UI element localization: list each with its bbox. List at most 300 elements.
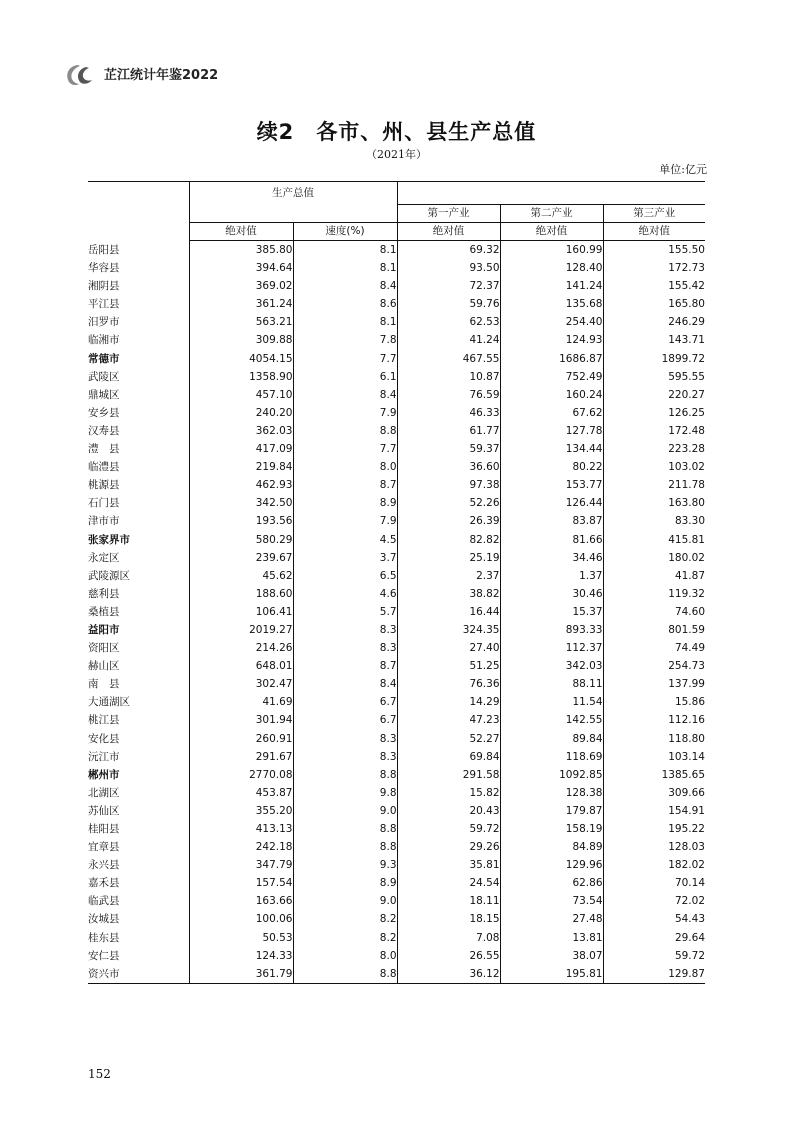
- cell-gdp: 124.33: [189, 947, 293, 965]
- cell-speed: 6.5: [293, 567, 397, 585]
- cell-gdp: 301.94: [189, 711, 293, 729]
- table-row: [88, 585, 705, 603]
- cell-speed: 8.4: [293, 675, 397, 693]
- cell-p2: 62.86: [500, 874, 603, 892]
- header-gdp-speed: 速度(%): [293, 223, 397, 241]
- cell-p3: 223.28: [603, 440, 705, 458]
- table-row: [88, 476, 705, 494]
- cell-p3: 172.48: [603, 422, 705, 440]
- cell-p3: 143.71: [603, 331, 705, 349]
- cell-p1: 10.87: [397, 368, 500, 386]
- cell-p1: 291.58: [397, 766, 500, 784]
- cell-name: 资阳区: [88, 642, 120, 655]
- cell-speed: 8.7: [293, 657, 397, 675]
- cell-name: 汝城县: [88, 913, 120, 926]
- cell-p2: 752.49: [500, 368, 603, 386]
- table-row: [88, 784, 705, 802]
- gdp-table: [88, 181, 705, 984]
- cell-gdp: 45.62: [189, 567, 293, 585]
- cell-p1: 69.32: [397, 241, 500, 260]
- cell-gdp: 242.18: [189, 838, 293, 856]
- table-row-city: [88, 621, 705, 639]
- cell-p3: 103.14: [603, 748, 705, 766]
- cell-name: 郴州市: [88, 768, 120, 781]
- cell-speed: 8.8: [293, 820, 397, 838]
- cell-gdp: 457.10: [189, 386, 293, 404]
- cell-p2: 83.87: [500, 512, 603, 530]
- header-gdp-group: 生产总值: [189, 182, 397, 205]
- table-row: [88, 567, 705, 585]
- unit-label: 单位:亿元: [659, 163, 707, 176]
- cell-p2: 38.07: [500, 947, 603, 965]
- cell-p1: 36.12: [397, 965, 500, 984]
- cell-speed: 8.8: [293, 766, 397, 784]
- cell-p3: 118.80: [603, 730, 705, 748]
- cell-name: 武陵源区: [88, 569, 130, 582]
- cell-name: 桂阳县: [88, 823, 120, 835]
- table-name: 各市、州、县生产总值: [316, 120, 537, 144]
- cell-p2: 129.96: [500, 856, 603, 874]
- cell-p3: 155.42: [603, 277, 705, 295]
- cell-gdp: 309.88: [189, 331, 293, 349]
- cell-speed: 8.1: [293, 259, 397, 277]
- cell-name: 安化县: [88, 732, 120, 745]
- cell-gdp: 2019.27: [189, 621, 293, 639]
- cell-gdp: 163.66: [189, 892, 293, 910]
- cell-name: 桑植县: [88, 605, 120, 618]
- cell-p2: 13.81: [500, 929, 603, 947]
- cell-name: 安乡县: [88, 406, 120, 419]
- cell-name: 华容县: [88, 262, 120, 275]
- cell-p3: 129.87: [603, 965, 705, 984]
- cell-p2: 88.11: [500, 675, 603, 693]
- cell-p3: 137.99: [603, 675, 705, 693]
- cell-p3: 154.91: [603, 802, 705, 820]
- cell-gdp: 291.67: [189, 748, 293, 766]
- cell-p1: 2.37: [397, 567, 500, 585]
- cell-gdp: 214.26: [189, 639, 293, 657]
- cell-gdp: 188.60: [189, 585, 293, 603]
- cell-speed: 7.7: [293, 440, 397, 458]
- cell-p2: 67.62: [500, 404, 603, 422]
- cell-gdp: 193.56: [189, 512, 293, 530]
- cell-name: 桃源县: [88, 479, 120, 492]
- table-header: [88, 182, 705, 241]
- cell-p1: 76.59: [397, 386, 500, 404]
- table-row: [88, 711, 705, 729]
- cell-p3: 29.64: [603, 929, 705, 947]
- cell-name: 北湖区: [88, 786, 120, 799]
- cell-p2: 1092.85: [500, 766, 603, 784]
- cell-gdp: 302.47: [189, 675, 293, 693]
- table-row: [88, 549, 705, 567]
- table-row: [88, 386, 705, 404]
- cell-p2: 179.87: [500, 802, 603, 820]
- cell-speed: 7.9: [293, 404, 397, 422]
- table-row: [88, 947, 705, 965]
- cell-speed: 8.0: [293, 458, 397, 476]
- cell-p1: 26.39: [397, 512, 500, 530]
- cell-name: 平江县: [88, 298, 120, 311]
- cell-p2: 142.55: [500, 711, 603, 729]
- cell-gdp: 385.80: [189, 241, 293, 260]
- cell-name: 临澧县: [88, 461, 120, 474]
- cell-gdp: 362.03: [189, 422, 293, 440]
- cell-p2: 15.37: [500, 603, 603, 621]
- cell-p3: 112.16: [603, 711, 705, 729]
- cell-p1: 51.25: [397, 657, 500, 675]
- cell-p3: 41.87: [603, 567, 705, 585]
- yearbook-logo-icon: [64, 63, 98, 87]
- cell-p2: 342.03: [500, 657, 603, 675]
- table-row: [88, 748, 705, 766]
- cell-speed: 8.8: [293, 422, 397, 440]
- table-row: [88, 440, 705, 458]
- cell-speed: 8.2: [293, 910, 397, 928]
- cell-p1: 324.35: [397, 621, 500, 639]
- cell-speed: 8.1: [293, 313, 397, 331]
- cell-gdp: 157.54: [189, 874, 293, 892]
- cell-name: 南 县: [88, 678, 120, 691]
- cell-p2: 1686.87: [500, 350, 603, 368]
- cell-p3: 180.02: [603, 549, 705, 567]
- cell-p1: 7.08: [397, 929, 500, 947]
- cell-p1: 61.77: [397, 422, 500, 440]
- table-row: [88, 675, 705, 693]
- cell-name: 澧 县: [88, 443, 120, 456]
- table-row: [88, 730, 705, 748]
- table-title: [0, 116, 793, 146]
- cell-p2: 134.44: [500, 440, 603, 458]
- table-row: [88, 512, 705, 530]
- cell-speed: 8.2: [293, 929, 397, 947]
- cell-speed: 9.8: [293, 784, 397, 802]
- cell-speed: 5.7: [293, 603, 397, 621]
- table-row: [88, 965, 705, 984]
- cell-speed: 7.8: [293, 331, 397, 349]
- cell-gdp: 41.69: [189, 693, 293, 711]
- cell-p1: 36.60: [397, 458, 500, 476]
- table-row: [88, 422, 705, 440]
- cell-p2: 27.48: [500, 910, 603, 928]
- cell-speed: 6.1: [293, 368, 397, 386]
- cell-name: 桃江县: [88, 714, 120, 727]
- cell-p3: 595.55: [603, 368, 705, 386]
- cell-name: 宜章县: [88, 841, 120, 854]
- cell-p2: 195.81: [500, 965, 603, 984]
- cell-p3: 155.50: [603, 241, 705, 260]
- cell-speed: 9.3: [293, 856, 397, 874]
- cell-speed: 9.0: [293, 892, 397, 910]
- cell-p1: 76.36: [397, 675, 500, 693]
- cell-name: 益阳市: [88, 623, 120, 636]
- cell-p2: 124.93: [500, 331, 603, 349]
- cell-p1: 69.84: [397, 748, 500, 766]
- cell-p2: 254.40: [500, 313, 603, 331]
- table-row: [88, 838, 705, 856]
- header-secondary: 第二产业: [500, 205, 603, 223]
- cell-p3: 211.78: [603, 476, 705, 494]
- cell-p2: 118.69: [500, 748, 603, 766]
- header-gdp-sub-blank: [189, 205, 397, 223]
- table-row: [88, 929, 705, 947]
- cell-p3: 83.30: [603, 512, 705, 530]
- cell-speed: 7.7: [293, 350, 397, 368]
- table-number: 续2: [256, 120, 295, 144]
- year-note: （2021年）: [366, 148, 427, 161]
- table-row-city: [88, 531, 705, 549]
- cell-p1: 52.27: [397, 730, 500, 748]
- cell-speed: 6.7: [293, 711, 397, 729]
- cell-p2: 1.37: [500, 567, 603, 585]
- cell-p2: 893.33: [500, 621, 603, 639]
- book-title: 芷江统计年鉴2022: [104, 68, 219, 83]
- cell-p1: 59.37: [397, 440, 500, 458]
- header-secondary-absolute: 绝对值: [500, 223, 603, 241]
- cell-speed: 7.9: [293, 512, 397, 530]
- cell-p2: 158.19: [500, 820, 603, 838]
- cell-p2: 73.54: [500, 892, 603, 910]
- cell-p1: 62.53: [397, 313, 500, 331]
- table-row: [88, 892, 705, 910]
- cell-p2: 81.66: [500, 531, 603, 549]
- cell-p1: 97.38: [397, 476, 500, 494]
- cell-name: 安仁县: [88, 949, 120, 962]
- cell-p3: 220.27: [603, 386, 705, 404]
- cell-name: 鼎城区: [88, 388, 120, 401]
- header-region-blank: [88, 182, 189, 241]
- cell-p3: 309.66: [603, 784, 705, 802]
- cell-p2: 141.24: [500, 277, 603, 295]
- cell-name: 岳阳县: [88, 243, 120, 256]
- table-row: [88, 639, 705, 657]
- cell-name: 汨罗市: [88, 316, 120, 329]
- cell-p1: 59.72: [397, 820, 500, 838]
- cell-speed: 8.3: [293, 748, 397, 766]
- cell-name: 常德市: [88, 352, 120, 365]
- cell-name: 张家界市: [88, 533, 130, 546]
- cell-p1: 59.76: [397, 295, 500, 313]
- table-row: [88, 820, 705, 838]
- cell-speed: 4.5: [293, 531, 397, 549]
- cell-gdp: 219.84: [189, 458, 293, 476]
- cell-gdp: 260.91: [189, 730, 293, 748]
- cell-speed: 8.8: [293, 965, 397, 984]
- cell-p3: 59.72: [603, 947, 705, 965]
- cell-p3: 74.60: [603, 603, 705, 621]
- cell-gdp: 100.06: [189, 910, 293, 928]
- cell-p2: 128.38: [500, 784, 603, 802]
- page-number: 152: [88, 1067, 111, 1081]
- cell-p3: 165.80: [603, 295, 705, 313]
- cell-p2: 34.46: [500, 549, 603, 567]
- cell-p3: 801.59: [603, 621, 705, 639]
- cell-gdp: 369.02: [189, 277, 293, 295]
- cell-name: 临湘市: [88, 334, 120, 347]
- cell-speed: 8.3: [293, 730, 397, 748]
- cell-name: 永定区: [88, 551, 120, 564]
- cell-name: 临武县: [88, 895, 120, 908]
- table-row: [88, 259, 705, 277]
- header-spacer: [397, 182, 500, 205]
- cell-gdp: 347.79: [189, 856, 293, 874]
- cell-gdp: 4054.15: [189, 350, 293, 368]
- cell-name: 大通湖区: [88, 696, 130, 709]
- table-row: [88, 295, 705, 313]
- cell-speed: 4.6: [293, 585, 397, 603]
- cell-p3: 74.49: [603, 639, 705, 657]
- cell-p1: 14.29: [397, 693, 500, 711]
- table-row: [88, 368, 705, 386]
- cell-speed: 8.0: [293, 947, 397, 965]
- cell-p2: 135.68: [500, 295, 603, 313]
- cell-p3: 415.81: [603, 531, 705, 549]
- table-row: [88, 277, 705, 295]
- cell-p1: 47.23: [397, 711, 500, 729]
- cell-gdp: 648.01: [189, 657, 293, 675]
- cell-speed: 8.4: [293, 386, 397, 404]
- cell-speed: 8.6: [293, 295, 397, 313]
- table-body: [88, 241, 705, 984]
- cell-gdp: 355.20: [189, 802, 293, 820]
- header-gdp-absolute: 绝对值: [189, 223, 293, 241]
- cell-gdp: 239.67: [189, 549, 293, 567]
- cell-name: 苏仙区: [88, 804, 120, 817]
- table-row: [88, 603, 705, 621]
- cell-p3: 103.02: [603, 458, 705, 476]
- cell-p2: 128.40: [500, 259, 603, 277]
- table-row-city: [88, 350, 705, 368]
- cell-p3: 254.73: [603, 657, 705, 675]
- cell-p3: 70.14: [603, 874, 705, 892]
- cell-p3: 182.02: [603, 856, 705, 874]
- cell-gdp: 361.24: [189, 295, 293, 313]
- header-primary-absolute: 绝对值: [397, 223, 500, 241]
- table-row: [88, 331, 705, 349]
- cell-p2: 160.24: [500, 386, 603, 404]
- cell-name: 桂东县: [88, 931, 120, 944]
- cell-p3: 246.29: [603, 313, 705, 331]
- cell-name: 湘阴县: [88, 280, 120, 293]
- cell-p1: 72.37: [397, 277, 500, 295]
- cell-speed: 8.3: [293, 639, 397, 657]
- cell-p2: 80.22: [500, 458, 603, 476]
- header-primary: 第一产业: [397, 205, 500, 223]
- cell-name: 永兴县: [88, 859, 120, 872]
- cell-name: 沅江市: [88, 750, 120, 763]
- cell-p2: 30.46: [500, 585, 603, 603]
- cell-p1: 82.82: [397, 531, 500, 549]
- table-row: [88, 802, 705, 820]
- cell-name: 津市市: [88, 515, 120, 528]
- cell-name: 资兴市: [88, 965, 189, 984]
- cell-speed: 8.7: [293, 476, 397, 494]
- cell-speed: 6.7: [293, 693, 397, 711]
- cell-gdp: 417.09: [189, 440, 293, 458]
- cell-p1: 26.55: [397, 947, 500, 965]
- cell-speed: 8.1: [293, 241, 397, 260]
- cell-gdp: 580.29: [189, 531, 293, 549]
- cell-p3: 72.02: [603, 892, 705, 910]
- cell-p3: 1899.72: [603, 350, 705, 368]
- cell-gdp: 462.93: [189, 476, 293, 494]
- cell-p1: 25.19: [397, 549, 500, 567]
- cell-p1: 24.54: [397, 874, 500, 892]
- table-row: [88, 910, 705, 928]
- cell-p2: 84.89: [500, 838, 603, 856]
- cell-gdp: 563.21: [189, 313, 293, 331]
- cell-p1: 38.82: [397, 585, 500, 603]
- cell-p3: 126.25: [603, 404, 705, 422]
- header-tertiary-absolute: 绝对值: [603, 223, 705, 241]
- cell-p2: 89.84: [500, 730, 603, 748]
- cell-p1: 27.40: [397, 639, 500, 657]
- cell-p1: 41.24: [397, 331, 500, 349]
- cell-speed: 8.9: [293, 494, 397, 512]
- cell-name: 汉寿县: [88, 424, 120, 437]
- cell-p3: 128.03: [603, 838, 705, 856]
- table-row: [88, 874, 705, 892]
- cell-p2: 112.37: [500, 639, 603, 657]
- cell-gdp: 240.20: [189, 404, 293, 422]
- cell-speed: 8.4: [293, 277, 397, 295]
- cell-speed: 8.3: [293, 621, 397, 639]
- cell-p2: 160.99: [500, 241, 603, 260]
- cell-p2: 11.54: [500, 693, 603, 711]
- cell-gdp: 50.53: [189, 929, 293, 947]
- cell-p3: 195.22: [603, 820, 705, 838]
- cell-name: 慈利县: [88, 587, 120, 600]
- cell-name: 嘉禾县: [88, 877, 120, 890]
- cell-name: 石门县: [88, 497, 120, 510]
- cell-name: 赫山区: [88, 660, 120, 673]
- cell-speed: 8.9: [293, 874, 397, 892]
- cell-p1: 467.55: [397, 350, 500, 368]
- cell-p1: 93.50: [397, 259, 500, 277]
- cell-p1: 18.11: [397, 892, 500, 910]
- table-row: [88, 657, 705, 675]
- cell-speed: 9.0: [293, 802, 397, 820]
- cell-p3: 119.32: [603, 585, 705, 603]
- table-row: [88, 404, 705, 422]
- header-tertiary: 第三产业: [603, 205, 705, 223]
- table-row: [88, 313, 705, 331]
- cell-speed: 8.8: [293, 838, 397, 856]
- cell-p2: 153.77: [500, 476, 603, 494]
- table-row: [88, 241, 705, 260]
- cell-p1: 18.15: [397, 910, 500, 928]
- cell-name: 武陵区: [88, 370, 120, 383]
- table-row: [88, 856, 705, 874]
- cell-gdp: 1358.90: [189, 368, 293, 386]
- cell-p1: 35.81: [397, 856, 500, 874]
- cell-gdp: 394.64: [189, 259, 293, 277]
- cell-p2: 126.44: [500, 494, 603, 512]
- table-row: [88, 693, 705, 711]
- cell-p1: 15.82: [397, 784, 500, 802]
- cell-gdp: 413.13: [189, 820, 293, 838]
- cell-p1: 46.33: [397, 404, 500, 422]
- header-spacer-2: [500, 182, 705, 205]
- table-row: [88, 494, 705, 512]
- cell-speed: 3.7: [293, 549, 397, 567]
- cell-p1: 16.44: [397, 603, 500, 621]
- cell-p3: 1385.65: [603, 766, 705, 784]
- cell-p1: 29.26: [397, 838, 500, 856]
- cell-gdp: 361.79: [189, 965, 293, 984]
- cell-p1: 52.26: [397, 494, 500, 512]
- cell-gdp: 342.50: [189, 494, 293, 512]
